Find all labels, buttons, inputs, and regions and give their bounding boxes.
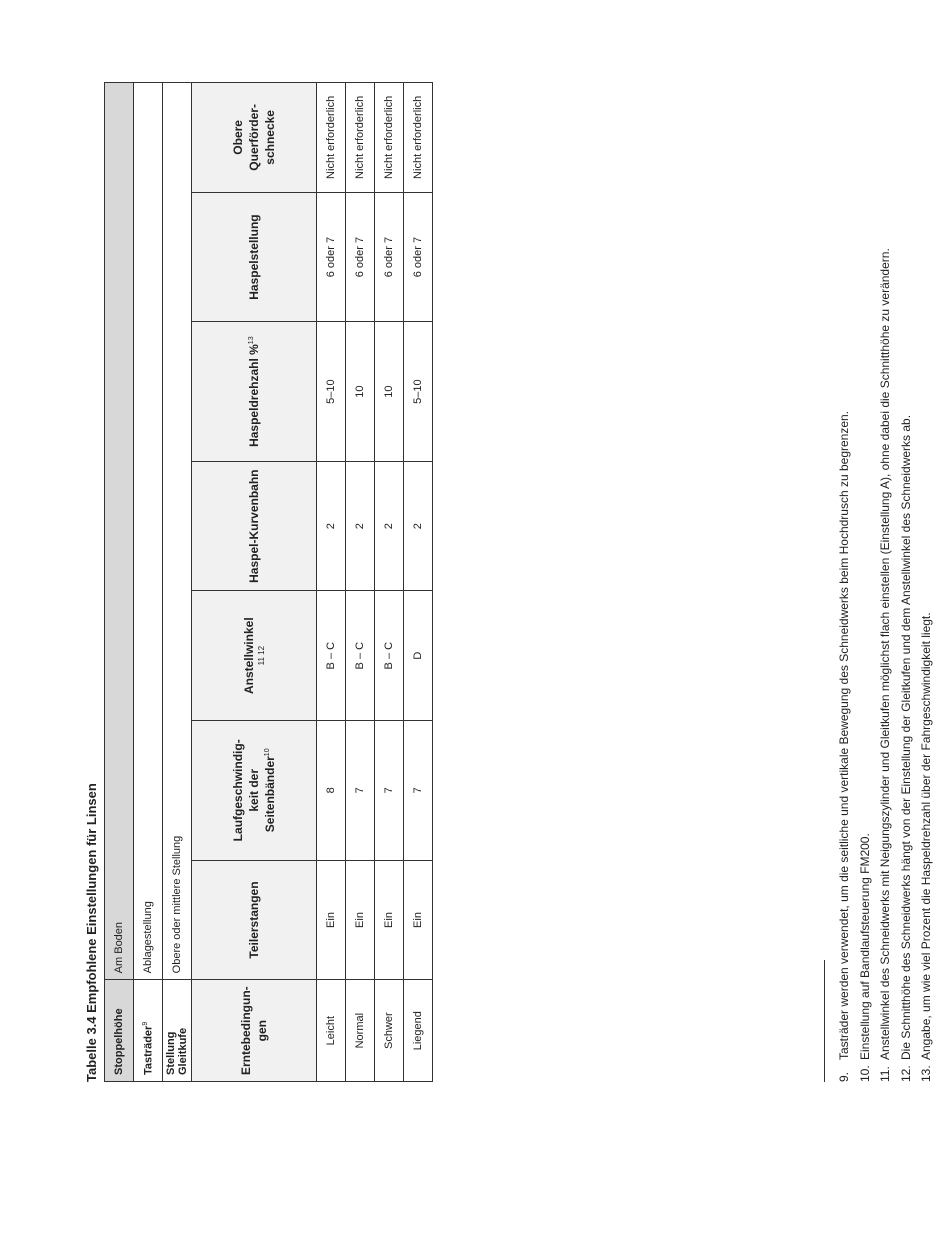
header-laufgeschwindigkeit: Laufgeschwindig- keit der Seitenbänder$^{10}$ [192, 720, 317, 860]
cell-haspel: 6 oder 7 [317, 192, 346, 322]
cell-kurven: 2 [375, 461, 404, 590]
table-caption: Tabelle 3.4 Empfohlene Einstellungen für Linsen [84, 783, 99, 1082]
label-tastraeder: Tasträder$^9$ [134, 980, 163, 1082]
footnote-item: 13.Angabe, um wie viel Prozent die Haspeldrehzahl über der Fahrgeschwindigkeit liegt. [919, 612, 933, 1082]
footnote-item: 11.Anstellwinkel des Schneidwerks mit Neigungszylinder und Gleitkufen möglichst flach einstellen (Einstellung A), ohne dabei die Schnitthöhe zu verändern. [878, 248, 892, 1082]
cell-haspel: 6 oder 7 [346, 192, 375, 322]
table-row [346, 83, 375, 1082]
cell-lauf: 7 [346, 720, 375, 860]
row-gleitkufe [163, 83, 192, 1082]
header-teilerstangen: Teilerstangen [192, 860, 317, 980]
cell-lauf: 7 [375, 720, 404, 860]
cell-lauf: 8 [317, 720, 346, 860]
header-haspeldrehzahl: Haspeldrehzahl %$^{13}$ [192, 322, 317, 462]
footnote-ref-9: 9 [141, 1021, 149, 1026]
cell-haspel: 6 oder 7 [404, 192, 433, 322]
value-gleitkufe: Obere oder mittlere Stellung [163, 83, 192, 980]
label-stoppelhoehe: Stoppelhöhe [105, 980, 134, 1082]
settings-table [104, 82, 433, 1082]
table-row [317, 83, 346, 1082]
cell-teiler: Ein [375, 860, 404, 980]
cell-anstell: B – C [346, 591, 375, 721]
table-row [375, 83, 404, 1082]
cell-kurven: 2 [404, 461, 433, 590]
cell-anstell: B – C [375, 591, 404, 721]
footnote-item: 10.Einstellung auf Bandlaufsteuerung FM200. [857, 833, 872, 1082]
cell-drehzahl: 5–10 [317, 322, 346, 462]
header-kurvenbahn: Haspel-Kurvenbahn [192, 461, 317, 590]
cell-quer: Nicht erforderlich [375, 83, 404, 193]
cell-kurven: 2 [346, 461, 375, 590]
cell-teiler: Ein [346, 860, 375, 980]
cell-ernte: Normal [346, 980, 375, 1082]
footnote-item: 12.Die Schnitthöhe des Schneidwerks hängt von der Einstellung der Gleitkufen und dem Anstellwinkel des Schneidwerks ab. [898, 414, 913, 1082]
row-tastraeder [134, 83, 163, 1082]
cell-drehzahl: 10 [375, 322, 404, 462]
header-row [192, 83, 317, 1082]
cell-anstell: D [404, 591, 433, 721]
cell-teiler: Ein [404, 860, 433, 980]
cell-haspel: 6 oder 7 [375, 192, 404, 322]
cell-kurven: 2 [317, 461, 346, 590]
label-gleitkufe: Stellung Gleitkufe [163, 980, 192, 1082]
header-haspelstellung: Haspelstellung [192, 192, 317, 322]
footnote-item: 9.Tasträder werden verwendet, um die seitliche und vertikale Bewegung des Schneidwerks beim Hochdrusch zu begrenzen. [837, 410, 851, 1082]
header-anstellwinkel: Anstellwinkel 11 12 [192, 591, 317, 721]
header-erntebedingungen: Erntebedingun-gen [192, 980, 317, 1082]
value-tastraeder: Ablagestellung [134, 83, 163, 980]
cell-drehzahl: 5–10 [404, 322, 433, 462]
header-querfoerderschnecke: Obere Querförder-schnecke [192, 83, 317, 193]
row-stoppelhoehe [105, 83, 134, 1082]
cell-lauf: 7 [404, 720, 433, 860]
cell-quer: Nicht erforderlich [346, 83, 375, 193]
cell-ernte: Liegend [404, 980, 433, 1082]
cell-quer: Nicht erforderlich [317, 83, 346, 193]
cell-quer: Nicht erforderlich [404, 83, 433, 193]
table-row [404, 83, 433, 1082]
cell-teiler: Ein [317, 860, 346, 980]
footnotes [834, 248, 937, 1082]
footnote-divider [824, 960, 825, 1082]
value-stoppelhoehe: Am Boden [105, 83, 134, 980]
cell-drehzahl: 10 [346, 322, 375, 462]
cell-ernte: Schwer [375, 980, 404, 1082]
cell-ernte: Leicht [317, 980, 346, 1082]
cell-anstell: B – C [317, 591, 346, 721]
